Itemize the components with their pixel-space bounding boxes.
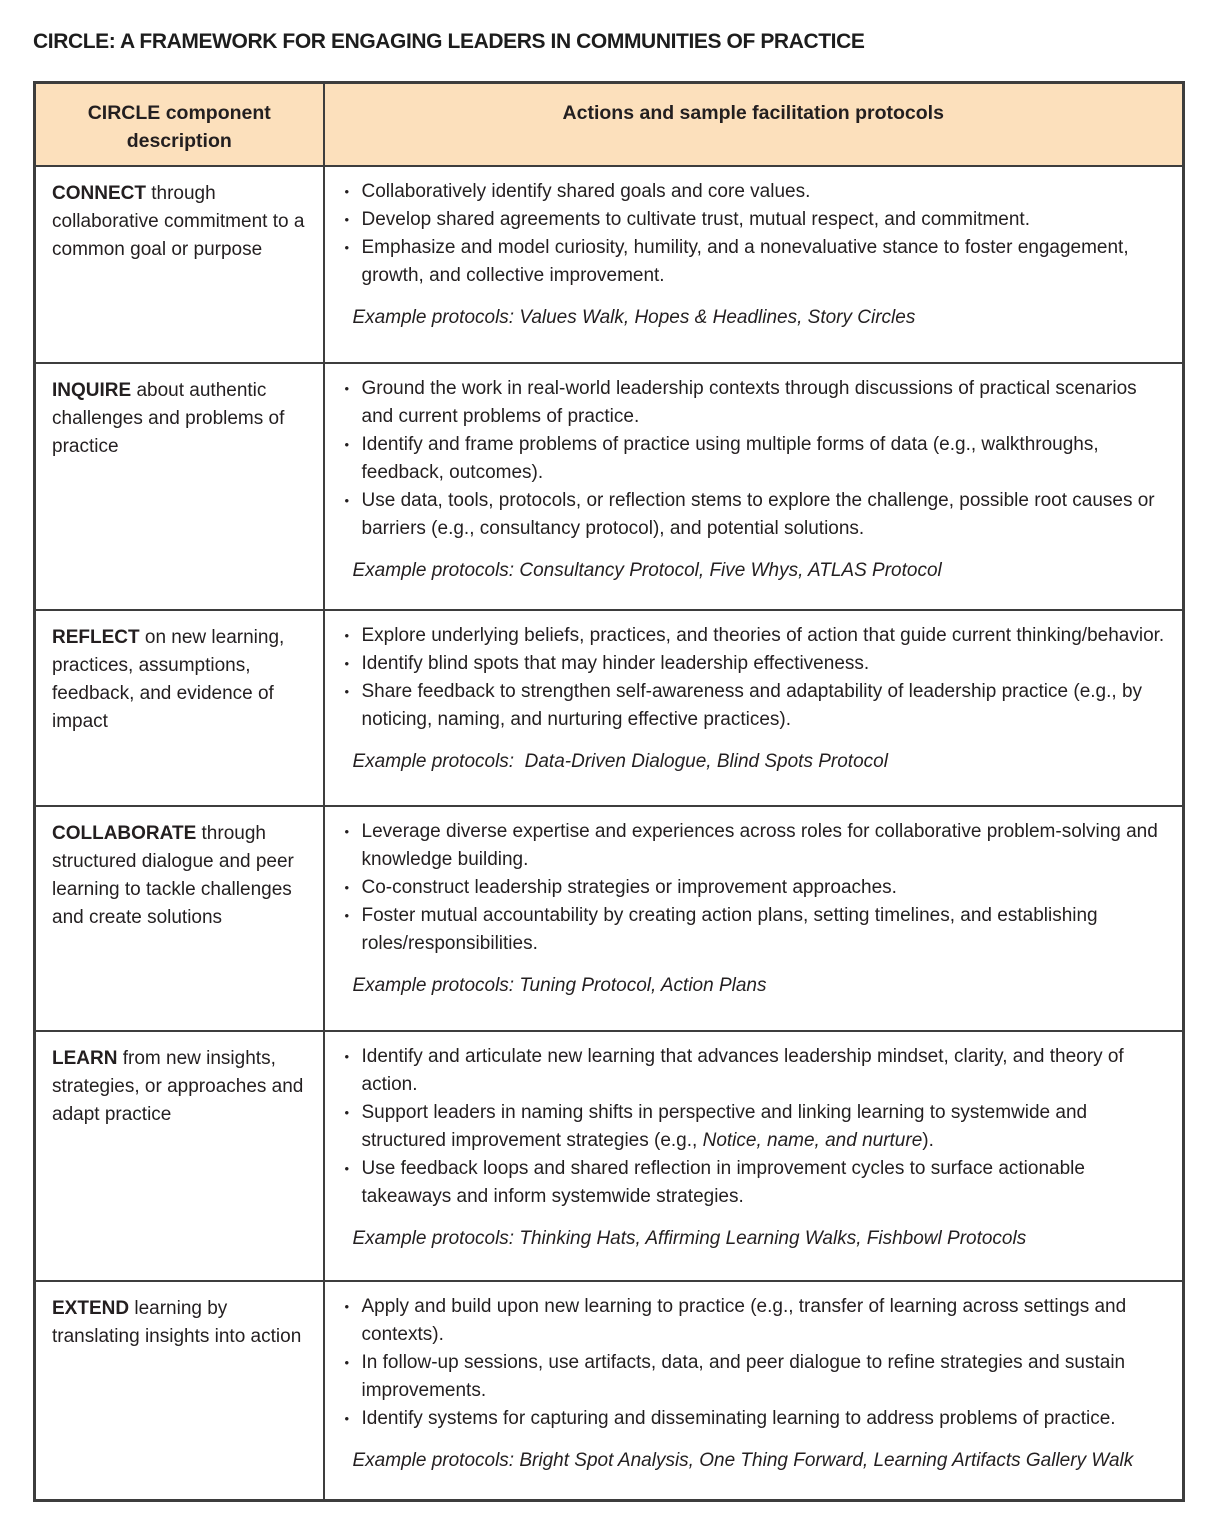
bullet-item: • Identify blind spots that may hinder leadership effectiveness. xyxy=(341,650,1169,678)
bullet-item: • Use feedback loops and shared reflection in improvement cycles to surface actionable takeaways and inform systemwide strategies. xyxy=(341,1155,1169,1211)
table-row xyxy=(35,806,1184,1031)
example-protocols: Example protocols: Thinking Hats, Affirming Learning Walks, Fishbowl Protocols xyxy=(352,1227,1027,1249)
bullet-item: • Collaboratively identify shared goals and core values. xyxy=(341,178,1169,206)
bullet-item: • Use data, tools, protocols, or reflection stems to explore the challenge, possible root causes or barriers (e.g., consultancy protocol), and potential solutions. xyxy=(341,487,1169,543)
bullet-list xyxy=(341,178,1169,290)
actions-cell xyxy=(324,363,1184,610)
example-protocols: Example protocols: Data-Driven Dialogue, Blind Spots Protocol xyxy=(352,750,888,772)
example-protocols: Example protocols: Bright Spot Analysis, One Thing Forward, Learning Artifacts Gallery Walk xyxy=(352,1449,1134,1471)
actions-cell xyxy=(324,806,1184,1031)
bullet-item: • Identify and articulate new learning that advances leadership mindset, clarity, and theory of action. xyxy=(341,1043,1169,1099)
bullet-item: • Foster mutual accountability by creating action plans, setting timelines, and establishing roles/responsibilities. xyxy=(341,902,1169,958)
example-protocols: Example protocols: Tuning Protocol, Action Plans xyxy=(352,974,767,996)
bullet-list xyxy=(341,1293,1169,1433)
bullet-item: • Leverage diverse expertise and experiences across roles for collaborative problem-solving and knowledge building. xyxy=(341,818,1169,874)
component-cell: REFLECT on new learning, practices, assumptions, feedback, and evidence of impact xyxy=(35,610,324,806)
table-header xyxy=(35,83,1184,166)
table-row xyxy=(35,363,1184,610)
bullet-list xyxy=(341,375,1169,543)
component-cell: LEARN from new insights, strategies, or approaches and adapt practice xyxy=(35,1031,324,1281)
actions-cell xyxy=(324,1031,1184,1281)
bullet-item: • Share feedback to strengthen self-awareness and adaptability of leadership practice (e.g., by noticing, naming, and nurturing effective practices). xyxy=(341,678,1169,734)
component-cell: COLLABORATE through structured dialogue and peer learning to tackle challenges and create solutions xyxy=(35,806,324,1031)
bullet-item: • Support leaders in naming shifts in perspective and linking learning to systemwide and structured improvement strategies (e.g., Notice, name, and nurture). xyxy=(341,1099,1169,1155)
component-cell: CONNECT through collaborative commitment to a common goal or purpose xyxy=(35,166,324,363)
actions-cell xyxy=(324,1281,1184,1501)
bullet-item: • Explore underlying beliefs, practices, and theories of action that guide current thinking/behavior. xyxy=(341,622,1169,650)
bullet-item: • Identify and frame problems of practice using multiple forms of data (e.g., walkthroughs, feedback, outcomes). xyxy=(341,431,1169,487)
table-body xyxy=(35,166,1184,1501)
bullet-list xyxy=(341,622,1169,734)
component-cell: EXTEND learning by translating insights into action xyxy=(35,1281,324,1501)
document-title: CIRCLE: A FRAMEWORK FOR ENGAGING LEADERS IN COMMUNITIES OF PRACTICE xyxy=(33,30,865,53)
actions-cell xyxy=(324,166,1184,363)
table-row xyxy=(35,166,1184,363)
table-row xyxy=(35,1031,1184,1281)
bullet-list xyxy=(341,818,1169,958)
header-row xyxy=(35,83,1184,166)
component-cell: INQUIRE about authentic challenges and problems of practice xyxy=(35,363,324,610)
framework-table xyxy=(33,81,1185,1502)
bullet-item: • In follow-up sessions, use artifacts, data, and peer dialogue to refine strategies and sustain improvements. xyxy=(341,1349,1169,1405)
bullet-item: • Co-construct leadership strategies or improvement approaches. xyxy=(341,874,1169,902)
bullet-item: • Apply and build upon new learning to practice (e.g., transfer of learning across settings and contexts). xyxy=(341,1293,1169,1349)
example-protocols: Example protocols: Consultancy Protocol, Five Whys, ATLAS Protocol xyxy=(352,559,942,581)
bullet-item: • Emphasize and model curiosity, humility, and a nonevaluative stance to foster engagement, growth, and collective improvement. xyxy=(341,234,1169,290)
table-row xyxy=(35,1281,1184,1501)
bullet-item: • Develop shared agreements to cultivate trust, mutual respect, and commitment. xyxy=(341,206,1169,234)
table-row xyxy=(35,610,1184,806)
bullet-item: • Ground the work in real-world leadership contexts through discussions of practical scenarios and current problems of practice. xyxy=(341,375,1169,431)
header-actions-and-protocols: Actions and sample facilitation protocols xyxy=(324,83,1184,166)
bullet-list xyxy=(341,1043,1169,1211)
example-protocols: Example protocols: Values Walk, Hopes & Headlines, Story Circles xyxy=(352,306,916,328)
bullet-item: • Identify systems for capturing and disseminating learning to address problems of practice. xyxy=(341,1405,1169,1433)
actions-cell xyxy=(324,610,1184,806)
header-circle-component-description: CIRCLE component description xyxy=(35,83,324,166)
